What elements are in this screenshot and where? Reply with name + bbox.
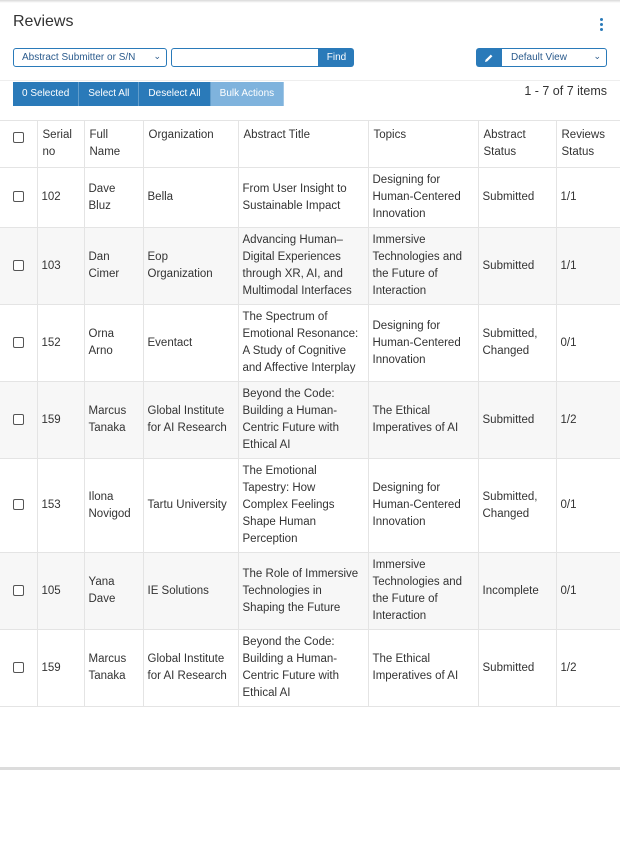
name-cell: Orna Arno [84,305,143,382]
title-cell: From User Insight to Sustainable Impact [238,168,368,228]
row-checkbox[interactable] [13,191,24,202]
name-cell: Dan Cimer [84,228,143,305]
serial-cell: 105 [37,553,84,630]
reviews-status-cell: 0/1 [556,305,620,382]
abstract-status-cell: Submitted, Changed [478,305,556,382]
topics-cell: Immersive Technologies and the Future of Interaction [368,228,478,305]
topics-cell: Designing for Human-Centered Innovation [368,168,478,228]
title-cell: Advancing Human–Digital Experiences through XR, AI, and Multimodal Interfaces [238,228,368,305]
abstract-status-cell: Submitted [478,630,556,707]
row-checkbox[interactable] [13,260,24,271]
name-cell: Yana Dave [84,553,143,630]
select-all-checkbox[interactable] [13,132,24,143]
selection-toolbar [13,82,284,106]
title-cell: The Role of Immersive Technologies in Shaping the Future [238,553,368,630]
serial-cell: 103 [37,228,84,305]
title-cell: The Spectrum of Emotional Resonance: A Study of Cognitive and Affective Interplay [238,305,368,382]
selected-count-button[interactable]: 0 Selected [13,82,79,106]
topics-cell: Designing for Human-Centered Innovation [368,459,478,553]
edit-view-button[interactable] [476,48,501,67]
topics-cell: Designing for Human-Centered Innovation [368,305,478,382]
table-row[interactable] [0,168,620,228]
deselect-all-button[interactable]: Deselect All [139,82,210,106]
organization-cell: Global Institute for AI Research [143,630,238,707]
table-row[interactable] [0,228,620,305]
select-all-button[interactable]: Select All [79,82,139,106]
search-field-select[interactable] [13,48,167,67]
view-select[interactable] [501,48,607,67]
topics-cell: Immersive Technologies and the Future of Interaction [368,553,478,630]
table-row[interactable] [0,630,620,707]
row-select-cell [0,305,37,382]
reviews-status-cell: 1/1 [556,228,620,305]
row-select-cell [0,382,37,459]
reviews-status-cell: 1/2 [556,382,620,459]
row-checkbox[interactable] [13,662,24,673]
row-select-cell [0,553,37,630]
row-select-cell [0,168,37,228]
item-count: 1 - 7 of 7 items [524,84,607,98]
top-shadow [0,0,620,3]
column-header-abstract-title[interactable]: Abstract Title [238,121,368,168]
name-cell: Marcus Tanaka [84,382,143,459]
row-select-cell [0,228,37,305]
chevron-down-icon: ⌄ [593,51,601,61]
abstract-status-cell: Submitted, Changed [478,459,556,553]
reviews-status-cell: 1/2 [556,630,620,707]
row-checkbox[interactable] [13,499,24,510]
find-button[interactable]: Find [319,48,354,67]
organization-cell: Tartu University [143,459,238,553]
table-header-row [0,121,620,168]
serial-cell: 152 [37,305,84,382]
row-select-cell [0,459,37,553]
reviews-table [0,120,620,707]
column-header-full-name[interactable]: Full Name [84,121,143,168]
name-cell: Ilona Novigod [84,459,143,553]
table-row[interactable] [0,305,620,382]
table-row[interactable] [0,459,620,553]
serial-cell: 153 [37,459,84,553]
abstract-status-cell: Submitted [478,382,556,459]
pencil-icon [484,53,494,63]
abstract-status-cell: Submitted [478,228,556,305]
serial-cell: 102 [37,168,84,228]
search-field-select-value: Abstract Submitter or S/N [22,52,136,63]
column-header-serial[interactable]: Serial no [37,121,84,168]
abstract-status-cell: Incomplete [478,553,556,630]
organization-cell: Bella [143,168,238,228]
column-header-reviews-status[interactable]: Reviews Status [556,121,620,168]
table-row[interactable] [0,382,620,459]
row-checkbox[interactable] [13,585,24,596]
serial-cell: 159 [37,382,84,459]
row-checkbox[interactable] [13,337,24,348]
page-title: Reviews [13,13,74,30]
header-select-cell [0,121,37,168]
topics-cell: The Ethical Imperatives of AI [368,382,478,459]
search-input[interactable] [171,48,319,67]
bulk-actions-button[interactable]: Bulk Actions [211,82,284,106]
title-cell: The Emotional Tapestry: How Complex Feelings Shape Human Perception [238,459,368,553]
view-select-value: Default View [511,52,567,63]
row-select-cell [0,630,37,707]
column-header-organization[interactable]: Organization [143,121,238,168]
name-cell: Marcus Tanaka [84,630,143,707]
organization-cell: Eop Organization [143,228,238,305]
title-cell: Beyond the Code: Building a Human-Centric Future with Ethical AI [238,382,368,459]
row-checkbox[interactable] [13,414,24,425]
reviews-status-cell: 0/1 [556,459,620,553]
organization-cell: Global Institute for AI Research [143,382,238,459]
organization-cell: Eventact [143,305,238,382]
kebab-menu-icon[interactable] [598,18,604,34]
topics-cell: The Ethical Imperatives of AI [368,630,478,707]
reviews-status-cell: 0/1 [556,553,620,630]
abstract-status-cell: Submitted [478,168,556,228]
serial-cell: 159 [37,630,84,707]
table-row[interactable] [0,553,620,630]
reviews-status-cell: 1/1 [556,168,620,228]
divider [0,80,620,81]
title-cell: Beyond the Code: Building a Human-Centric Future with Ethical AI [238,630,368,707]
organization-cell: IE Solutions [143,553,238,630]
column-header-abstract-status[interactable]: Abstract Status [478,121,556,168]
name-cell: Dave Bluz [84,168,143,228]
column-header-topics[interactable]: Topics [368,121,478,168]
chevron-down-icon: ⌄ [153,51,161,61]
